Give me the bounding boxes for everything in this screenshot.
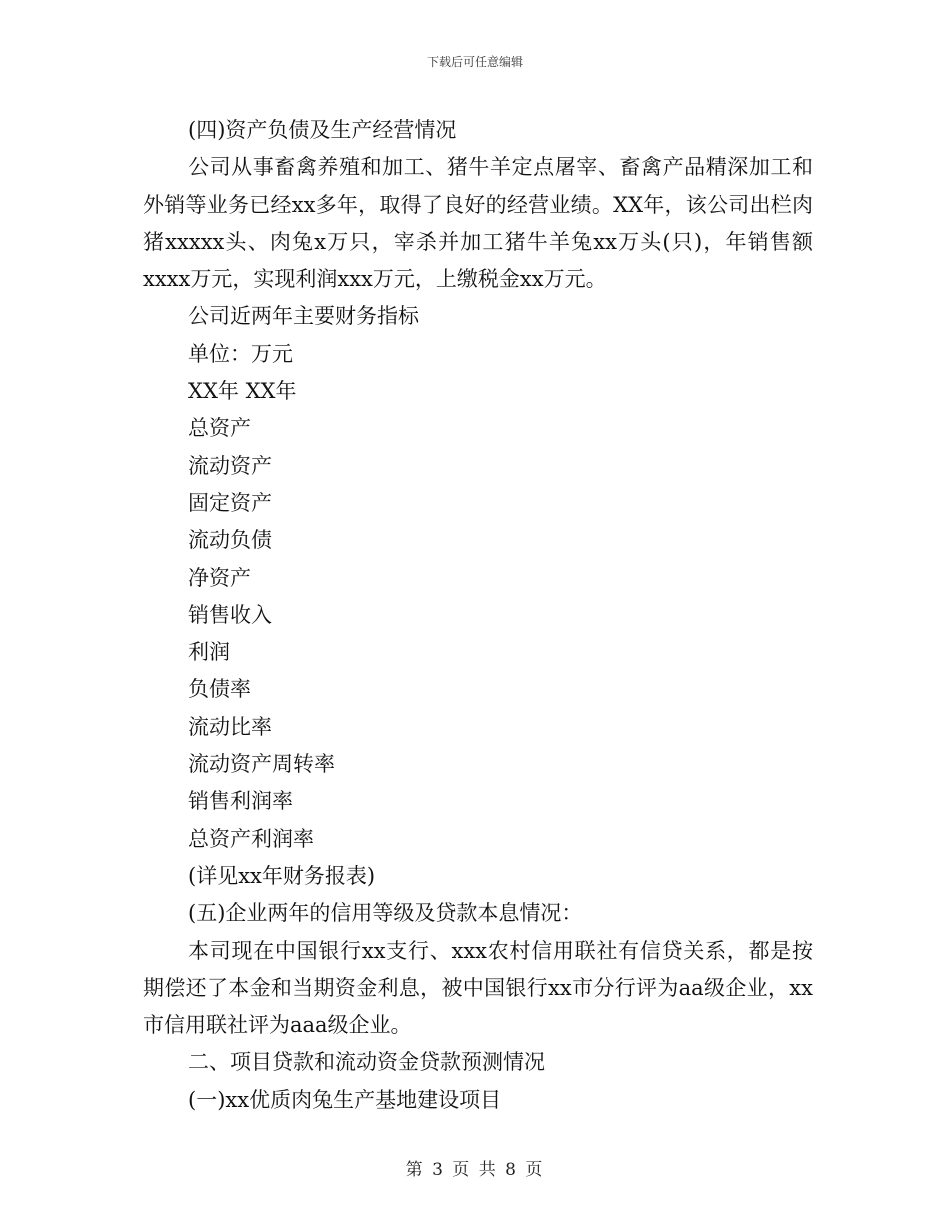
indicator-current-assets: 流动资产 [188, 453, 272, 478]
section-heading-5: (五)企业两年的信用等级及贷款本息情况： [188, 901, 583, 926]
section-heading-2: 二、项目贷款和流动资金贷款预测情况 [188, 1050, 545, 1075]
header-note: 下载后可任意编辑 [426, 55, 523, 69]
subsection-heading-1: (一)xx优质肉兔生产基地建设项目 [188, 1087, 502, 1112]
year-headers: XX年 XX年 [188, 379, 297, 404]
business-paragraph: 公司从事畜禽养殖和加工、猪牛羊定点屠宰、畜禽产品精深加工和外销等业务已经xx多年，取得了良好的经营业绩。XX年，该公司出栏肉猪xxxxx头、肉兔x万只，宰杀并加工猪牛羊兔xx万头(只)，年销售额xxxx万元，实现利润xxx万元，上缴税金xx万元。 [143, 155, 813, 292]
see-financial-report: (详见xx年财务报表) [188, 863, 376, 888]
financial-table-title: 公司近两年主要财务指标 [188, 304, 419, 329]
credit-paragraph: 本司现在中国银行xx支行、xxx农村信用联社有信贷关系，都是按期偿还了本金和当期资金利息，被中国银行xx市分行评为aa级企业，xx市信用联社评为aaa级企业。 [143, 938, 813, 1038]
indicator-debt-ratio: 负债率 [188, 677, 251, 702]
indicator-roa: 总资产利润率 [188, 826, 314, 851]
indicator-current-ratio: 流动比率 [188, 714, 272, 739]
indicator-sales-revenue: 销售收入 [188, 602, 272, 627]
indicator-net-assets: 净资产 [188, 565, 251, 590]
indicator-fixed-assets: 固定资产 [188, 490, 272, 515]
indicator-sales-margin: 销售利润率 [188, 789, 293, 814]
document-body [143, 112, 813, 1119]
indicator-profit: 利润 [188, 640, 230, 665]
section-heading-4: (四)资产负债及生产经营情况 [188, 118, 457, 142]
indicator-asset-turnover: 流动资产周转率 [188, 752, 335, 777]
page-number: 第 3 页 共 8 页 [405, 1160, 545, 1180]
indicator-current-liabilities: 流动负债 [188, 528, 272, 553]
indicator-total-assets: 总资产 [188, 416, 251, 441]
unit-label: 单位：万元 [188, 341, 293, 366]
